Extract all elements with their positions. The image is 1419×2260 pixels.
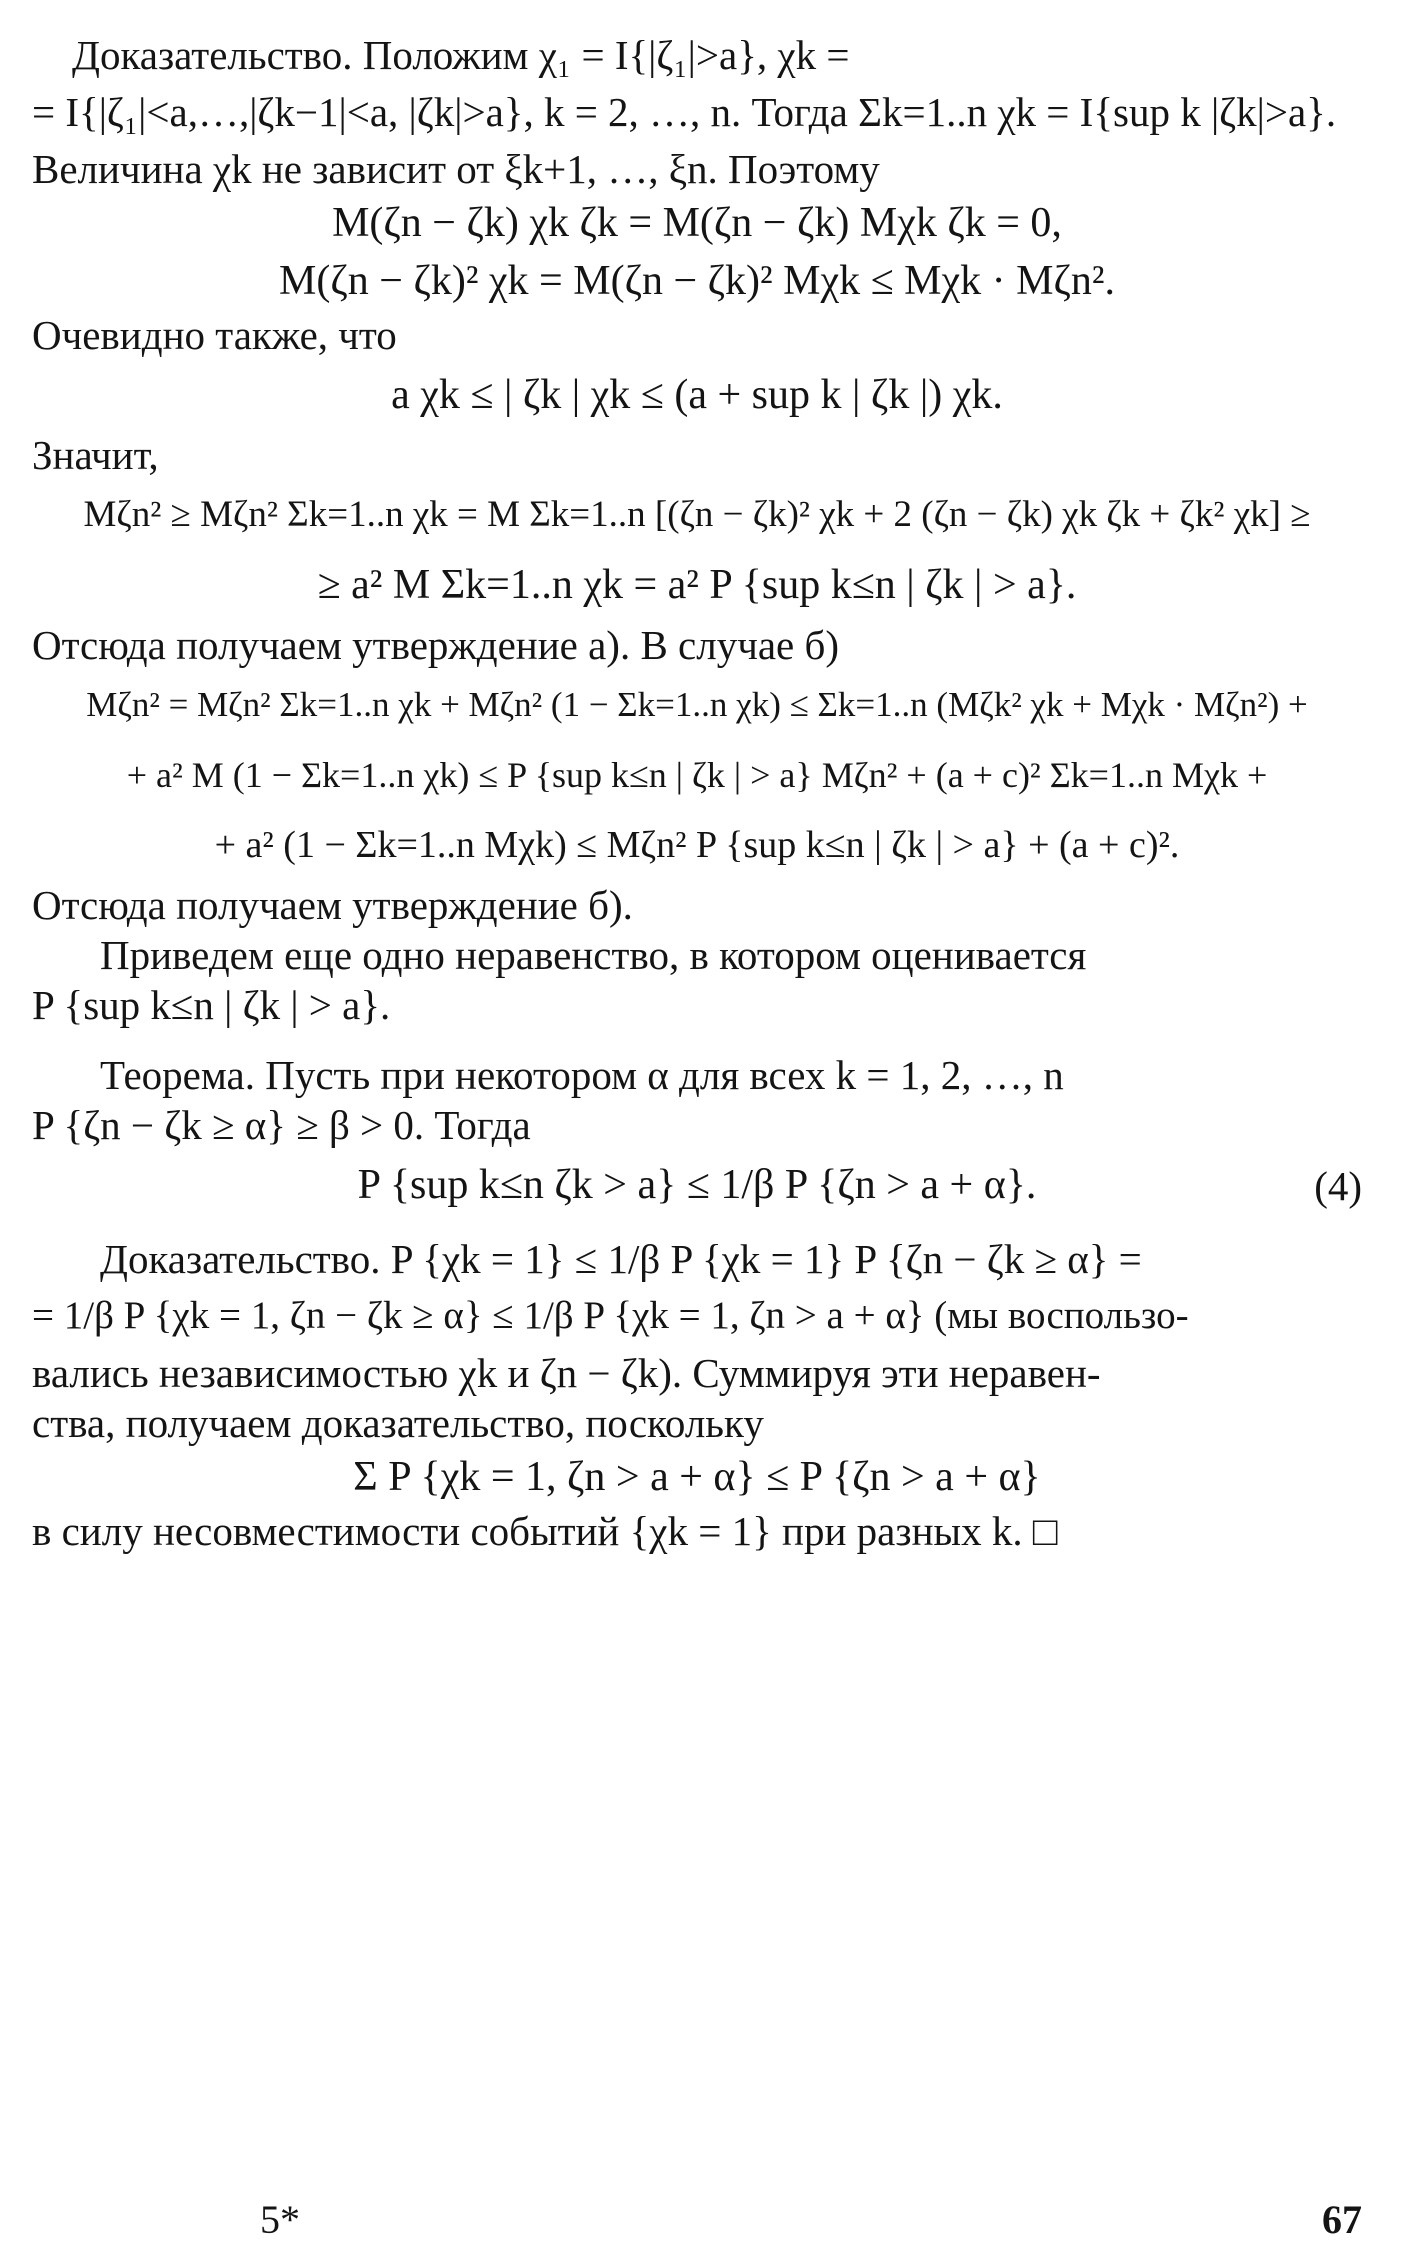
signature-mark: 5* [260,2197,300,2242]
theorem-line: Теорема. Пусть при некотором α для всех k = 1, 2, …, n [100,1052,1064,1098]
formula-line: ≥ a² M Σk=1..n χk = a² P {sup k≤n | ζk | > a}. [317,562,1077,608]
formula-line: M(ζn − ζk) χk ζk = M(ζn − ζk) Mχk ζk = 0, [332,200,1062,246]
text-line: Значит, [32,432,159,478]
text-line: P {ζn − ζk ≥ α} ≥ β > 0. Тогда [32,1102,531,1148]
formula-line: M(ζn − ζk)² χk = M(ζn − ζk)² Mχk ≤ Mχk · Mζn². [279,258,1115,304]
text-line: в силу несовместимости событий {χk = 1} при разных k. □ [32,1508,1058,1554]
formula-line: + a² (1 − Σk=1..n Mχk) ≤ Mζn² P {sup k≤n | ζk | > a} + (a + c)². [214,824,1180,866]
formula-line: + a² M (1 − Σk=1..n χk) ≤ P {sup k≤n | ζk | > a} Mζn² + (a + c)² Σk=1..n Mχk + [126,755,1268,795]
formula-line: Mζn² = Mζn² Σk=1..n χk + Mζn² (1 − Σk=1..n χk) ≤ Σk=1..n (Mζk² χk + Mχk · Mζn²) + [86,685,1308,724]
page-footer [32,2196,1362,2246]
text-line: Приведем еще одно неравенство, в котором оценивается [100,932,1087,978]
equation-number: (4) [1314,1163,1362,1209]
text-line: Очевидно также, что [32,312,397,358]
text-line: Отсюда получаем утверждение а). В случае б) [32,622,839,668]
page-number: 67 [1322,2197,1362,2242]
formula-line: P {sup k≤n | ζk | > a}. [32,982,391,1028]
text-line: ства, получаем доказательство, поскольку [32,1400,764,1446]
formula-line: = 1/β P {χk = 1, ζn − ζk ≥ α} ≤ 1/β P {χk = 1, ζn > a + α} (мы воспользо- [32,1294,1189,1337]
text-line: Отсюда получаем утверждение б). [32,882,633,928]
equation-4 [32,1150,1362,1220]
formula-line: P {sup k≤n ζk > a} ≤ 1/β P {ζn > a + α}. [357,1162,1037,1208]
formula-line: = I{|ζ₁|<a,…,|ζk−1|<a, |ζk|>a}, k = 2, …, n. Тогда Σk=1..n χk = I{sup k |ζk|>a}. [32,89,1337,135]
text-line: Доказательство. Положим χ₁ = I{|ζ₁|>a}, χk = [72,32,850,78]
formula-line: a χk ≤ | ζk | χk ≤ (a + sup k | ζk |) χk. [391,372,1003,418]
text-line: Величина χk не зависит от ξk+1, …, ξn. Поэтому [32,146,880,192]
proof-line: Доказательство. P {χk = 1} ≤ 1/β P {χk = 1} P {ζn − ζk ≥ α} = [100,1236,1142,1282]
page-body [32,30,1362,1556]
text-line: вались независимостью χk и ζn − ζk). Суммируя эти неравен- [32,1350,1101,1396]
formula-line: Mζn² ≥ Mζn² Σk=1..n χk = M Σk=1..n [(ζn − ζk)² χk + 2 (ζn − ζk) χk ζk + ζk² χk] ≥ [83,494,1311,535]
formula-line: Σ P {χk = 1, ζn > a + α} ≤ P {ζn > a + α} [353,1454,1041,1500]
